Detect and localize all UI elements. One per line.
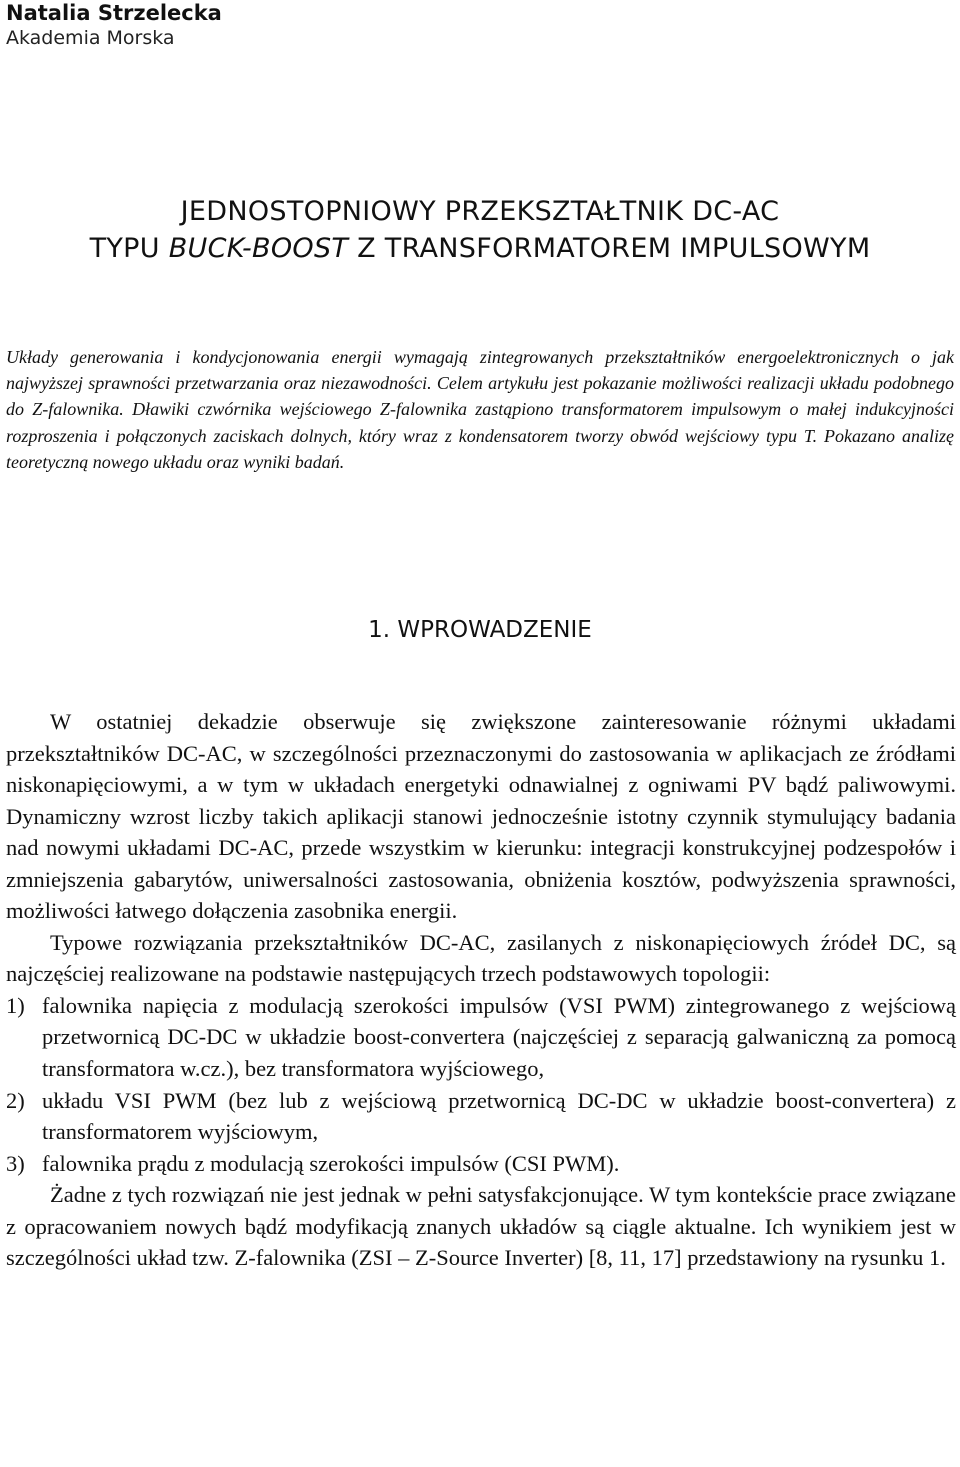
abstract: Układy generowania i kondycjonowania energii wymagają zintegrowanych przekształtników energoelektronicznych o jak najwyższej sprawności przetwarzania oraz niezawodności. Celem artykułu jest pokazanie możliwości realizacji układu podobnego do Z-falownika. Dławiki czwórnika wejściowego Z-falownika zastąpiono transformatorem impulsowym o małej indukcyjności rozproszenia i połączonych zaciskach dolnych, który wraz z kondensatorem tworzy obwód wejściowy typu T. Pokazano analizę teoretyczną nowego układu oraz wyniki badań. <box>6 347 954 472</box>
list-item-text: układu VSI PWM (bez lub z wejściową przetwornicą DC-DC w układzie boost-convertera) z transformatorem wyjściowym, <box>42 1087 956 1145</box>
body-paragraph-3: Żadne z tych rozwiązań nie jest jednak w pełni satysfakcjonujące. W tym kontekście prace związane z opracowaniem nowych bądź modyfikacją znanych układów są ciągle aktualne. Ich wynikiem jest w szczególności układ tzw. Z-falownika (ZSI – Z-Source Inverter) [8, 11, 17] przedstawiony na rysunku 1. <box>6 1182 956 1271</box>
list-item-number: 3) <box>6 1150 25 1176</box>
author-affiliation: Akademia Morska <box>6 27 175 49</box>
list-item <box>6 1148 956 1180</box>
body-paragraph-1: W ostatniej dekadzie obserwuje się zwiększone zainteresowanie różnymi układami przekształtników DC-AC, w szczególności przeznaczonymi do zastosowania w aplikacjach ze źródłami niskonapięciowymi, a w tym w układach energetyki odnawialnej z ogniwami PV bądź paliwowymi. Dynamiczny wzrost liczby takich aplikacji stanowi jednocześnie istotny czynnik stymulujący badania nad nowymi układami DC-AC, przede wszystkim w kierunku: integracji konstrukcyjnej podzespołów i zmniejszenia gabarytów, uniwersalności zastosowania, obniżenia kosztów, podwyższenia sprawności, możliwości łatwego dołączenia zasobnika energii. <box>6 709 956 924</box>
list-item-number: 1) <box>6 992 25 1018</box>
paper-title <box>0 193 960 267</box>
title-line-2 <box>0 230 960 267</box>
list-item-text: falownika prądu z modulacją szerokości impulsów (CSI PWM). <box>42 1150 620 1176</box>
topology-list <box>6 990 956 1179</box>
section-heading: 1. WPROWADZENIE <box>368 617 592 643</box>
list-item-number: 2) <box>6 1087 25 1113</box>
list-item <box>6 990 956 1085</box>
list-item-text: falownika napięcia z modulacją szerokości impulsów (VSI PWM) zintegrowanego z wejściową przetwornicą DC-DC w układzie boost-convertera (najczęściej z separacją galwaniczną za pomocą transformatora w.cz.), bez transformatora wyjściowego, <box>42 992 956 1082</box>
body-paragraph-2: Typowe rozwiązania przekształtników DC-AC, zasilanych z niskonapięciowych źródeł DC, są najczęściej realizowane na podstawie następujących trzech podstawowych topologii: <box>6 929 956 987</box>
author-name: Natalia Strzelecka <box>6 1 222 25</box>
list-item <box>6 1085 956 1148</box>
title-line-2-suffix: Z TRANSFORMATOREM IMPULSOWYM <box>348 233 871 264</box>
title-line-2-prefix: TYPU <box>89 233 169 264</box>
author-block <box>6 0 222 50</box>
title-line-2-italic: BUCK-BOOST <box>168 233 349 264</box>
title-line-1: JEDNOSTOPNIOWY PRZEKSZTAŁTNIK DC-AC <box>180 196 780 227</box>
body-text <box>6 706 956 1274</box>
